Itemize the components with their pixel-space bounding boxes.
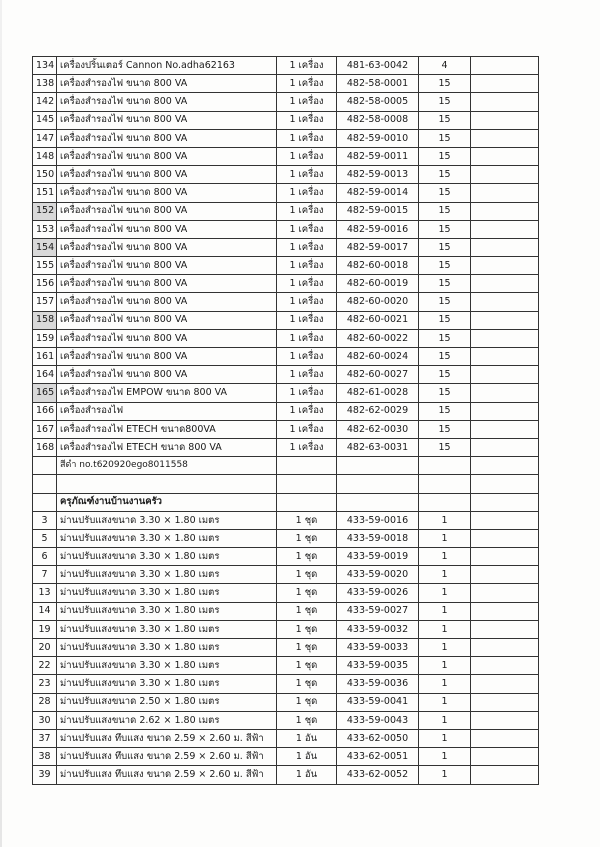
item-description: ม่านปรับแสงขนาด 3.30 × 1.80 เมตร xyxy=(57,548,277,566)
item-description: เครื่องสำรองไฟ ขนาด 800 VA xyxy=(57,329,277,347)
table-row xyxy=(33,420,539,438)
useful-life: 15 xyxy=(419,257,471,275)
item-quantity: 1 เครื่อง xyxy=(277,366,337,384)
asset-code: 482-60-0027 xyxy=(337,366,419,384)
table-row xyxy=(33,311,539,329)
asset-code: 482-62-0030 xyxy=(337,420,419,438)
table-row xyxy=(33,220,539,238)
asset-code: 482-59-0011 xyxy=(337,147,419,165)
item-description: ม่านปรับแสงขนาด 3.30 × 1.80 เมตร xyxy=(57,639,277,657)
remarks-cell xyxy=(471,129,539,147)
useful-life: 15 xyxy=(419,166,471,184)
row-number: 6 xyxy=(33,548,57,566)
item-quantity: 1 ชุด xyxy=(277,602,337,620)
useful-life xyxy=(419,457,471,475)
item-description: สีดำ no.t620920ego8011558 xyxy=(57,457,277,475)
asset-code: 482-60-0019 xyxy=(337,275,419,293)
useful-life: 15 xyxy=(419,348,471,366)
inventory-table-body xyxy=(33,57,539,785)
row-number: 145 xyxy=(33,111,57,129)
asset-code: 482-58-0001 xyxy=(337,75,419,93)
table-row xyxy=(33,238,539,256)
asset-code: 482-58-0005 xyxy=(337,93,419,111)
item-quantity: 1 เครื่อง xyxy=(277,57,337,75)
item-description: ครุภัณฑ์งานบ้านงานครัว xyxy=(57,493,277,511)
remarks-cell xyxy=(471,729,539,747)
useful-life: 15 xyxy=(419,75,471,93)
item-quantity xyxy=(277,475,337,493)
useful-life: 15 xyxy=(419,220,471,238)
asset-code: 482-61-0028 xyxy=(337,384,419,402)
table-row xyxy=(33,639,539,657)
row-number: 154 xyxy=(33,238,57,256)
item-quantity: 1 เครื่อง xyxy=(277,402,337,420)
row-number: 28 xyxy=(33,693,57,711)
item-description: เครื่องสำรองไฟ EMPOW ขนาด 800 VA xyxy=(57,384,277,402)
asset-code: 433-59-0033 xyxy=(337,639,419,657)
remarks-cell xyxy=(471,311,539,329)
item-quantity: 1 ชุด xyxy=(277,584,337,602)
remarks-cell xyxy=(471,402,539,420)
useful-life: 15 xyxy=(419,366,471,384)
table-row xyxy=(33,75,539,93)
item-quantity: 1 ชุด xyxy=(277,548,337,566)
item-description: ม่านปรับแสงขนาด 3.30 × 1.80 เมตร xyxy=(57,675,277,693)
table-row xyxy=(33,184,539,202)
item-description: เครื่องสำรองไฟ ขนาด 800 VA xyxy=(57,129,277,147)
scan-edge xyxy=(0,0,2,847)
row-number: 156 xyxy=(33,275,57,293)
item-description: ม่านปรับแสงขนาด 3.30 × 1.80 เมตร xyxy=(57,566,277,584)
asset-code: 482-60-0020 xyxy=(337,293,419,311)
table-row xyxy=(33,693,539,711)
remarks-cell xyxy=(471,548,539,566)
asset-code: 482-60-0022 xyxy=(337,329,419,347)
remarks-cell xyxy=(471,457,539,475)
item-quantity: 1 เครื่อง xyxy=(277,202,337,220)
item-description: ม่านปรับแสง ทึบแสง ขนาด 2.59 × 2.60 ม. สีฟ้า xyxy=(57,766,277,784)
remarks-cell xyxy=(471,584,539,602)
table-row xyxy=(33,766,539,784)
table-row xyxy=(33,384,539,402)
table-row xyxy=(33,257,539,275)
asset-code: 433-59-0035 xyxy=(337,657,419,675)
useful-life: 1 xyxy=(419,548,471,566)
item-quantity: 1 ชุด xyxy=(277,511,337,529)
useful-life: 15 xyxy=(419,147,471,165)
item-quantity: 1 อัน xyxy=(277,729,337,747)
asset-code: 482-63-0031 xyxy=(337,438,419,456)
item-description: เครื่องสำรองไฟ ขนาด 800 VA xyxy=(57,75,277,93)
item-description: เครื่องสำรองไฟ ขนาด 800 VA xyxy=(57,275,277,293)
remarks-cell xyxy=(471,147,539,165)
table-row xyxy=(33,402,539,420)
item-quantity: 1 เครื่อง xyxy=(277,129,337,147)
row-number: 20 xyxy=(33,639,57,657)
item-description: เครื่องสำรองไฟ ขนาด 800 VA xyxy=(57,166,277,184)
table-row xyxy=(33,729,539,747)
row-number: 147 xyxy=(33,129,57,147)
remarks-cell xyxy=(471,166,539,184)
row-number: 134 xyxy=(33,57,57,75)
asset-code: 482-59-0010 xyxy=(337,129,419,147)
table-row xyxy=(33,529,539,547)
item-quantity: 1 เครื่อง xyxy=(277,220,337,238)
remarks-cell xyxy=(471,93,539,111)
inventory-table xyxy=(32,56,539,785)
item-quantity: 1 ชุด xyxy=(277,711,337,729)
item-quantity: 1 เครื่อง xyxy=(277,184,337,202)
remarks-cell xyxy=(471,257,539,275)
useful-life: 1 xyxy=(419,529,471,547)
asset-code: 433-59-0032 xyxy=(337,620,419,638)
item-quantity: 1 อัน xyxy=(277,748,337,766)
asset-code: 433-62-0050 xyxy=(337,729,419,747)
item-description: เครื่องสำรองไฟ ขนาด 800 VA xyxy=(57,147,277,165)
remarks-cell xyxy=(471,75,539,93)
remarks-cell xyxy=(471,348,539,366)
item-description: เครื่องสำรองไฟ ขนาด 800 VA xyxy=(57,220,277,238)
item-description: เครื่องสำรองไฟ ขนาด 800 VA xyxy=(57,311,277,329)
table-row xyxy=(33,657,539,675)
item-description: เครื่องสำรองไฟ ขนาด 800 VA xyxy=(57,366,277,384)
useful-life: 1 xyxy=(419,657,471,675)
item-description: ม่านปรับแสงขนาด 3.30 × 1.80 เมตร xyxy=(57,620,277,638)
asset-code: 433-59-0026 xyxy=(337,584,419,602)
remarks-cell xyxy=(471,202,539,220)
table-row xyxy=(33,493,539,511)
item-description: เครื่องสำรองไฟ ขนาด 800 VA xyxy=(57,257,277,275)
item-quantity: 1 เครื่อง xyxy=(277,348,337,366)
remarks-cell xyxy=(471,238,539,256)
asset-code: 433-59-0041 xyxy=(337,693,419,711)
row-number: 165 xyxy=(33,384,57,402)
item-description: เครื่องสำรองไฟ ETECH ขนาด800VA xyxy=(57,420,277,438)
row-number: 151 xyxy=(33,184,57,202)
item-quantity: 1 เครื่อง xyxy=(277,420,337,438)
table-row xyxy=(33,457,539,475)
item-quantity: 1 อัน xyxy=(277,766,337,784)
remarks-cell xyxy=(471,657,539,675)
useful-life: 15 xyxy=(419,275,471,293)
item-quantity: 1 ชุด xyxy=(277,639,337,657)
remarks-cell xyxy=(471,493,539,511)
item-description: ม่านปรับแสงขนาด 3.30 × 1.80 เมตร xyxy=(57,584,277,602)
item-description: เครื่องสำรองไฟ ขนาด 800 VA xyxy=(57,293,277,311)
remarks-cell xyxy=(471,675,539,693)
useful-life: 1 xyxy=(419,620,471,638)
useful-life xyxy=(419,493,471,511)
useful-life: 15 xyxy=(419,420,471,438)
asset-code: 482-59-0014 xyxy=(337,184,419,202)
asset-code: 433-62-0052 xyxy=(337,766,419,784)
table-row xyxy=(33,329,539,347)
item-quantity: 1 เครื่อง xyxy=(277,293,337,311)
useful-life: 1 xyxy=(419,639,471,657)
row-number: 22 xyxy=(33,657,57,675)
table-row xyxy=(33,675,539,693)
asset-code: 433-59-0020 xyxy=(337,566,419,584)
asset-code: 433-59-0018 xyxy=(337,529,419,547)
useful-life: 15 xyxy=(419,202,471,220)
table-row xyxy=(33,57,539,75)
asset-code: 433-62-0051 xyxy=(337,748,419,766)
asset-code: 433-59-0036 xyxy=(337,675,419,693)
item-quantity: 1 เครื่อง xyxy=(277,93,337,111)
item-quantity xyxy=(277,493,337,511)
table-row xyxy=(33,438,539,456)
asset-code: 482-60-0021 xyxy=(337,311,419,329)
row-number: 159 xyxy=(33,329,57,347)
asset-code: 482-59-0016 xyxy=(337,220,419,238)
row-number: 39 xyxy=(33,766,57,784)
table-row xyxy=(33,147,539,165)
table-row xyxy=(33,475,539,493)
row-number: 161 xyxy=(33,348,57,366)
row-number: 155 xyxy=(33,257,57,275)
remarks-cell xyxy=(471,184,539,202)
useful-life: 1 xyxy=(419,584,471,602)
table-row xyxy=(33,93,539,111)
remarks-cell xyxy=(471,566,539,584)
asset-code: 433-59-0016 xyxy=(337,511,419,529)
remarks-cell xyxy=(471,639,539,657)
item-description: ม่านปรับแสงขนาด 3.30 × 1.80 เมตร xyxy=(57,657,277,675)
row-number: 167 xyxy=(33,420,57,438)
useful-life: 1 xyxy=(419,711,471,729)
useful-life: 1 xyxy=(419,675,471,693)
asset-code: 482-60-0024 xyxy=(337,348,419,366)
item-description: ม่านปรับแสงขนาด 2.62 × 1.80 เมตร xyxy=(57,711,277,729)
row-number: 142 xyxy=(33,93,57,111)
item-description: ม่านปรับแสงขนาด 3.30 × 1.80 เมตร xyxy=(57,511,277,529)
table-row xyxy=(33,202,539,220)
useful-life: 15 xyxy=(419,129,471,147)
table-row xyxy=(33,348,539,366)
remarks-cell xyxy=(471,748,539,766)
asset-code: 482-59-0013 xyxy=(337,166,419,184)
table-row xyxy=(33,129,539,147)
item-quantity: 1 เครื่อง xyxy=(277,111,337,129)
useful-life: 1 xyxy=(419,511,471,529)
item-description: เครื่องสำรองไฟ ขนาด 800 VA xyxy=(57,184,277,202)
row-number: 148 xyxy=(33,147,57,165)
remarks-cell xyxy=(471,57,539,75)
item-quantity: 1 เครื่อง xyxy=(277,275,337,293)
item-description: เครื่องปริ้นเตอร์ Cannon No.adha62163 xyxy=(57,57,277,75)
remarks-cell xyxy=(471,111,539,129)
row-number xyxy=(33,475,57,493)
asset-code xyxy=(337,493,419,511)
asset-code: 482-62-0029 xyxy=(337,402,419,420)
remarks-cell xyxy=(471,711,539,729)
asset-code: 433-59-0043 xyxy=(337,711,419,729)
useful-life: 15 xyxy=(419,184,471,202)
item-description: เครื่องสำรองไฟ ขนาด 800 VA xyxy=(57,93,277,111)
row-number xyxy=(33,457,57,475)
row-number: 157 xyxy=(33,293,57,311)
asset-code: 433-59-0027 xyxy=(337,602,419,620)
asset-code: 482-59-0017 xyxy=(337,238,419,256)
remarks-cell xyxy=(471,693,539,711)
table-row xyxy=(33,566,539,584)
item-description: ม่านปรับแสงขนาด 3.30 × 1.80 เมตร xyxy=(57,602,277,620)
item-quantity: 1 เครื่อง xyxy=(277,257,337,275)
row-number: 153 xyxy=(33,220,57,238)
row-number: 166 xyxy=(33,402,57,420)
row-number: 168 xyxy=(33,438,57,456)
asset-code xyxy=(337,475,419,493)
row-number: 37 xyxy=(33,729,57,747)
item-description: ม่านปรับแสง ทึบแสง ขนาด 2.59 × 2.60 ม. สีฟ้า xyxy=(57,748,277,766)
row-number: 13 xyxy=(33,584,57,602)
item-quantity: 1 เครื่อง xyxy=(277,147,337,165)
row-number: 152 xyxy=(33,202,57,220)
table-row xyxy=(33,748,539,766)
row-number: 3 xyxy=(33,511,57,529)
item-quantity: 1 ชุด xyxy=(277,529,337,547)
row-number: 7 xyxy=(33,566,57,584)
remarks-cell xyxy=(471,420,539,438)
table-row xyxy=(33,366,539,384)
remarks-cell xyxy=(471,620,539,638)
useful-life: 15 xyxy=(419,329,471,347)
useful-life: 1 xyxy=(419,766,471,784)
row-number: 158 xyxy=(33,311,57,329)
remarks-cell xyxy=(471,529,539,547)
item-quantity: 1 เครื่อง xyxy=(277,438,337,456)
table-row xyxy=(33,584,539,602)
item-quantity: 1 ชุด xyxy=(277,620,337,638)
item-description: เครื่องสำรองไฟ ETECH ขนาด 800 VA xyxy=(57,438,277,456)
useful-life: 15 xyxy=(419,311,471,329)
table-row xyxy=(33,275,539,293)
row-number: 5 xyxy=(33,529,57,547)
row-number: 164 xyxy=(33,366,57,384)
asset-code: 482-59-0015 xyxy=(337,202,419,220)
remarks-cell xyxy=(471,384,539,402)
item-description: เครื่องสำรองไฟ ขนาด 800 VA xyxy=(57,111,277,129)
row-number: 38 xyxy=(33,748,57,766)
useful-life: 15 xyxy=(419,293,471,311)
useful-life: 15 xyxy=(419,402,471,420)
item-description: เครื่องสำรองไฟ ขนาด 800 VA xyxy=(57,348,277,366)
table-row xyxy=(33,620,539,638)
asset-code: 482-60-0018 xyxy=(337,257,419,275)
item-description: เครื่องสำรองไฟ ขนาด 800 VA xyxy=(57,238,277,256)
item-description: เครื่องสำรองไฟ xyxy=(57,402,277,420)
item-description: ม่านปรับแสงขนาด 2.50 × 1.80 เมตร xyxy=(57,693,277,711)
table-row xyxy=(33,166,539,184)
item-quantity: 1 เครื่อง xyxy=(277,329,337,347)
item-description xyxy=(57,475,277,493)
useful-life: 15 xyxy=(419,93,471,111)
useful-life: 1 xyxy=(419,748,471,766)
useful-life: 1 xyxy=(419,602,471,620)
useful-life: 1 xyxy=(419,729,471,747)
remarks-cell xyxy=(471,366,539,384)
row-number: 19 xyxy=(33,620,57,638)
asset-code xyxy=(337,457,419,475)
row-number: 23 xyxy=(33,675,57,693)
useful-life: 15 xyxy=(419,238,471,256)
row-number: 150 xyxy=(33,166,57,184)
useful-life xyxy=(419,475,471,493)
useful-life: 4 xyxy=(419,57,471,75)
item-quantity: 1 ชุด xyxy=(277,566,337,584)
remarks-cell xyxy=(471,438,539,456)
remarks-cell xyxy=(471,329,539,347)
useful-life: 15 xyxy=(419,111,471,129)
item-quantity: 1 ชุด xyxy=(277,693,337,711)
item-quantity: 1 ชุด xyxy=(277,675,337,693)
row-number xyxy=(33,493,57,511)
asset-code: 482-58-0008 xyxy=(337,111,419,129)
remarks-cell xyxy=(471,511,539,529)
asset-code: 433-59-0019 xyxy=(337,548,419,566)
remarks-cell xyxy=(471,602,539,620)
table-row xyxy=(33,711,539,729)
table-row xyxy=(33,602,539,620)
table-row xyxy=(33,111,539,129)
useful-life: 15 xyxy=(419,438,471,456)
useful-life: 15 xyxy=(419,384,471,402)
remarks-cell xyxy=(471,766,539,784)
remarks-cell xyxy=(471,275,539,293)
item-description: ม่านปรับแสงขนาด 3.30 × 1.80 เมตร xyxy=(57,529,277,547)
item-quantity: 1 เครื่อง xyxy=(277,75,337,93)
table-row xyxy=(33,511,539,529)
item-quantity xyxy=(277,457,337,475)
useful-life: 1 xyxy=(419,693,471,711)
row-number: 14 xyxy=(33,602,57,620)
useful-life: 1 xyxy=(419,566,471,584)
remarks-cell xyxy=(471,220,539,238)
remarks-cell xyxy=(471,293,539,311)
item-quantity: 1 ชุด xyxy=(277,657,337,675)
row-number: 138 xyxy=(33,75,57,93)
remarks-cell xyxy=(471,475,539,493)
item-quantity: 1 เครื่อง xyxy=(277,238,337,256)
asset-code: 481-63-0042 xyxy=(337,57,419,75)
row-number: 30 xyxy=(33,711,57,729)
table-row xyxy=(33,293,539,311)
table-row xyxy=(33,548,539,566)
item-quantity: 1 เครื่อง xyxy=(277,166,337,184)
item-quantity: 1 เครื่อง xyxy=(277,311,337,329)
item-description: เครื่องสำรองไฟ ขนาด 800 VA xyxy=(57,202,277,220)
item-description: ม่านปรับแสง ทึบแสง ขนาด 2.59 × 2.60 ม. สีฟ้า xyxy=(57,729,277,747)
item-quantity: 1 เครื่อง xyxy=(277,384,337,402)
